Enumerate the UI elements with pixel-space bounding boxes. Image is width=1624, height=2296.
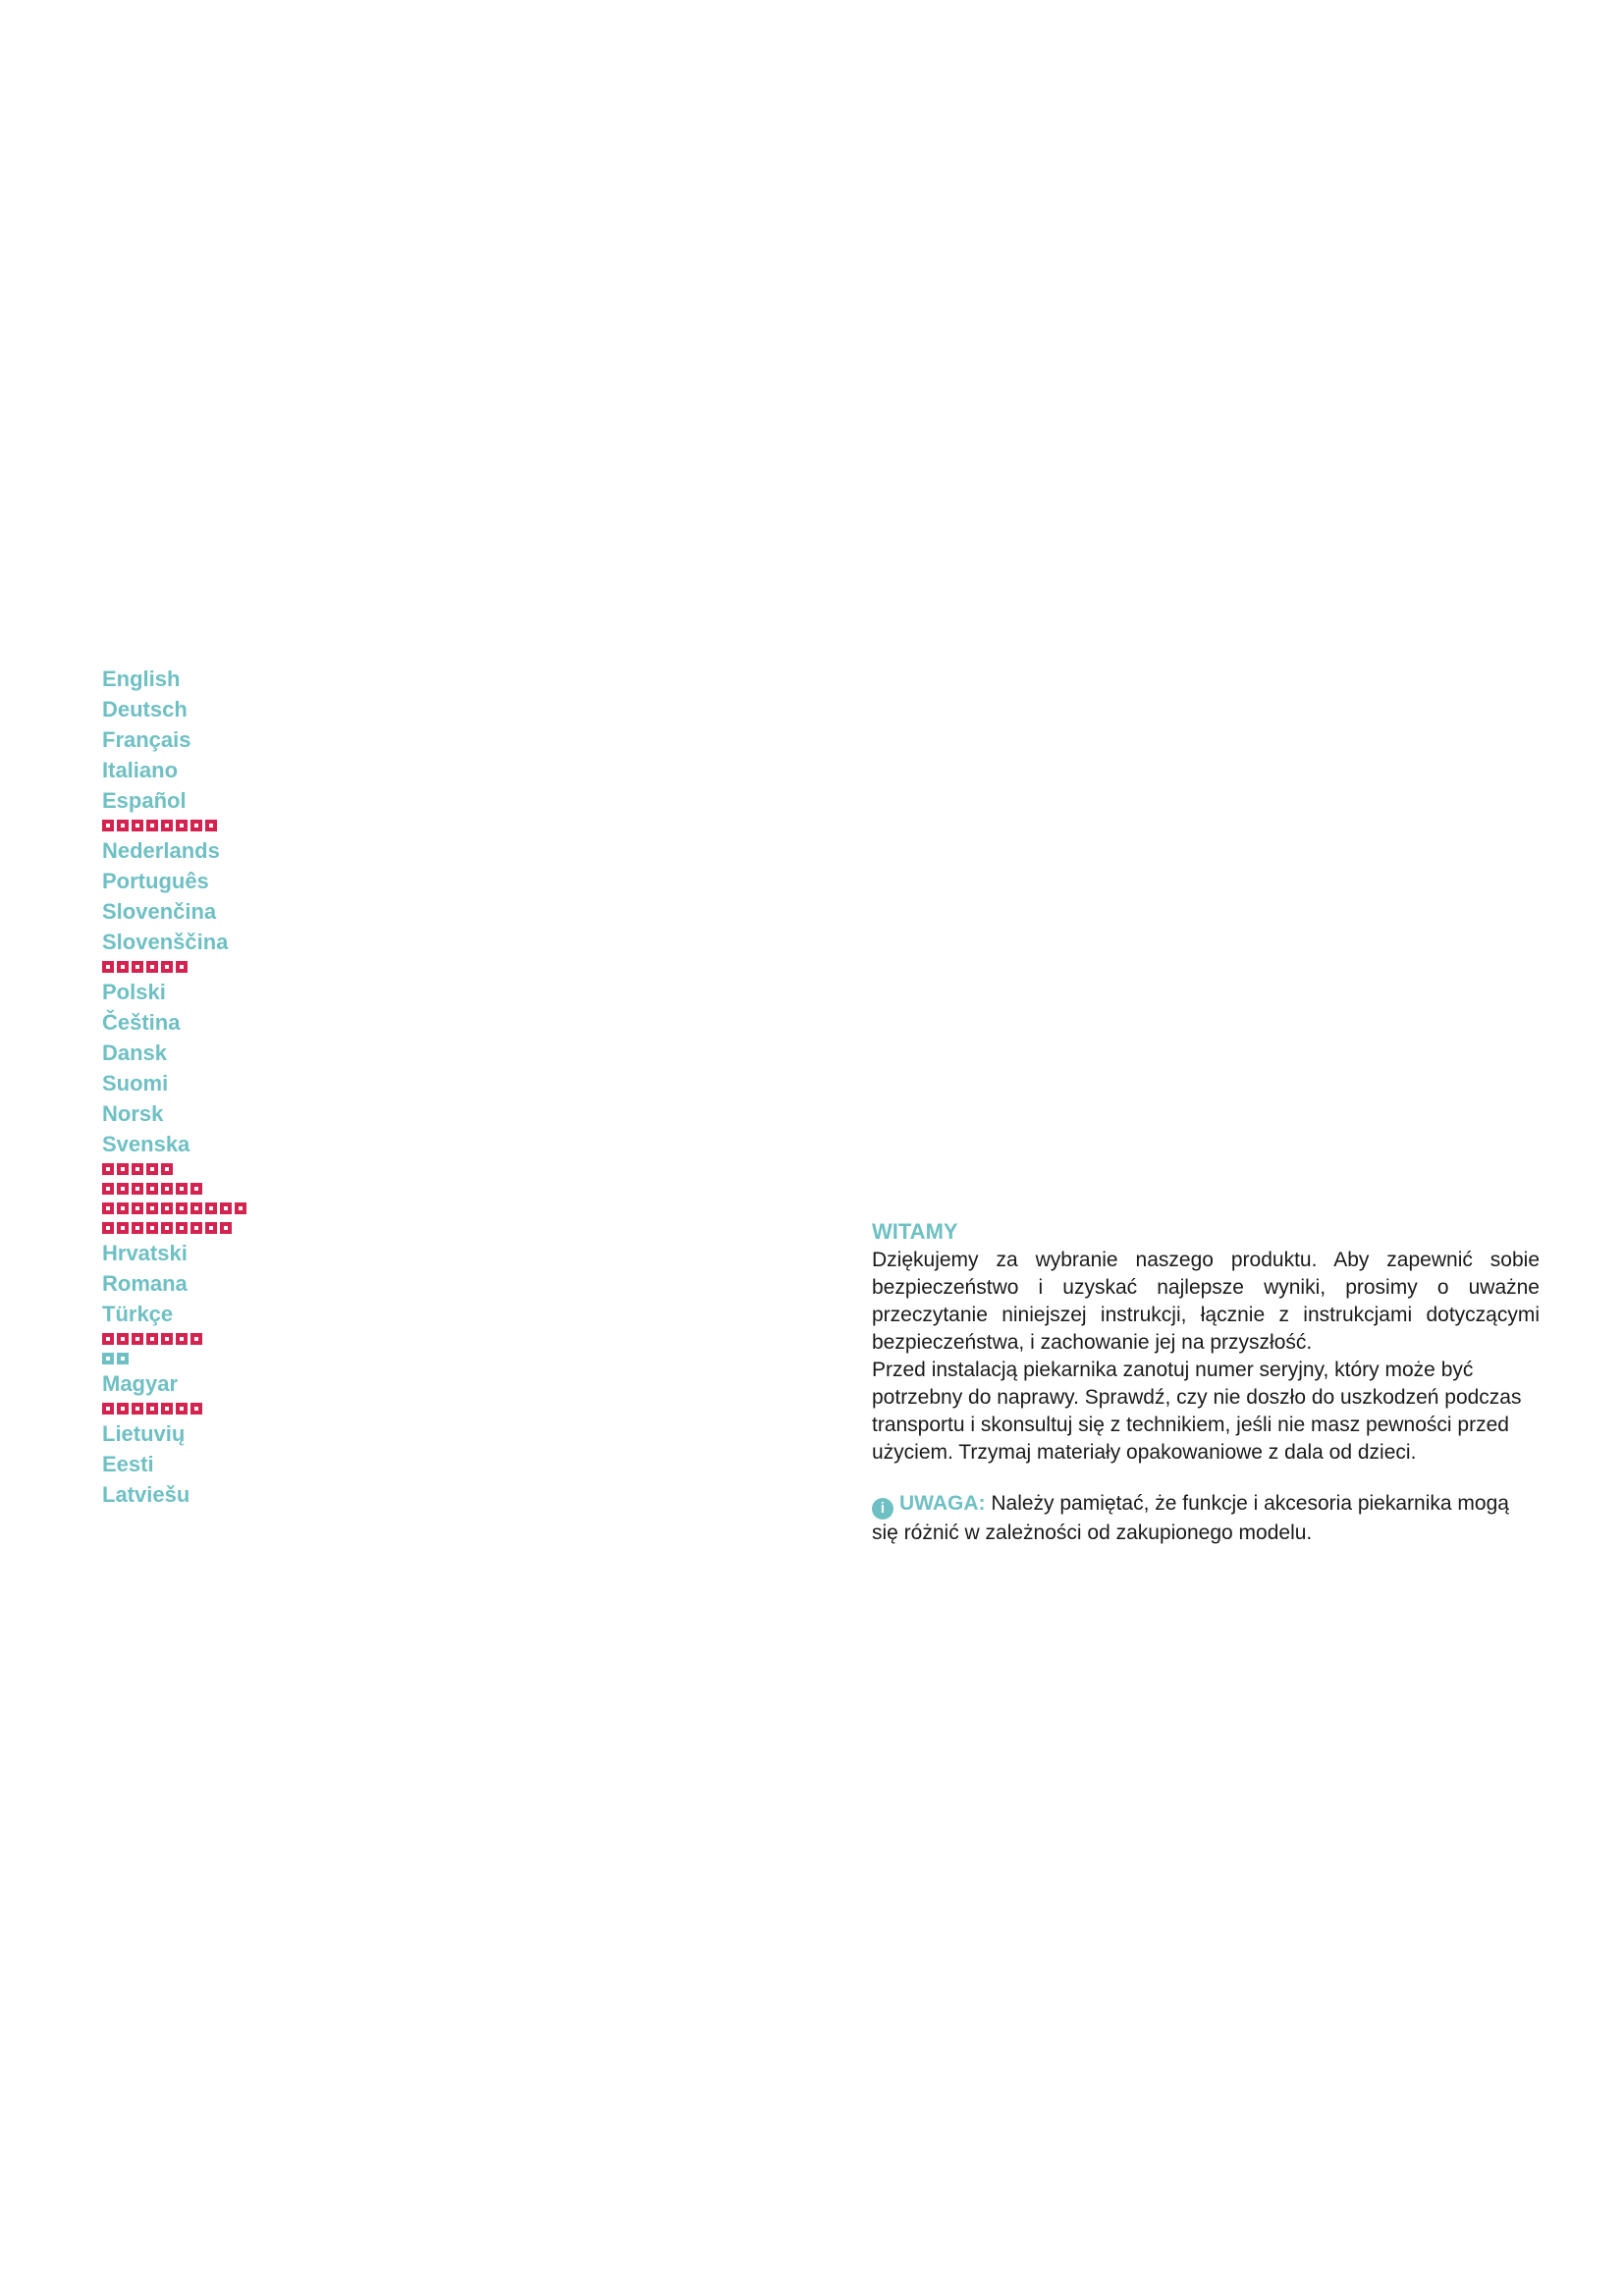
missing-glyph-icon: [102, 1202, 114, 1214]
language-item: Lietuvių: [102, 1421, 186, 1446]
missing-glyph-icon: [132, 1183, 143, 1195]
missing-glyph-icon: [161, 1403, 173, 1415]
missing-glyph-icon: [117, 1163, 129, 1175]
missing-glyph-icon: [146, 1403, 158, 1415]
missing-glyph-icon: [102, 1222, 114, 1234]
missing-glyph-icon: [117, 1403, 129, 1415]
missing-glyph-icon: [132, 1163, 143, 1175]
missing-glyph-icon: [146, 820, 158, 831]
missing-glyph-icon: [146, 1202, 158, 1214]
language-item-nonlatin: [102, 1199, 249, 1218]
welcome-paragraph: Dziękujemy za wybranie naszego produktu. Aby zapewnić sobie bezpieczeństwo i uzyskać najlepsze wyniki, prosimy o uważne przeczytanie niniejszej instrukcji, łącznie z instrukcjami dotyczącymi bezpieczeństwa, i zachowanie jej na przyszłość.: [872, 1249, 1540, 1354]
language-item: Français: [102, 727, 191, 752]
missing-glyph-icon: [161, 820, 173, 831]
welcome-heading: WITAMY: [872, 1219, 958, 1244]
language-item: Polski: [102, 980, 166, 1004]
language-item: Čeština: [102, 1010, 181, 1035]
language-item-nonlatin: [102, 816, 249, 835]
missing-glyph-icon: [205, 820, 217, 831]
installation-paragraph: Przed instalacją piekarnika zanotuj numer seryjny, który może być potrzebny do naprawy. Sprawdź, czy nie doszło do uszkodzeń podczas transportu i skonsultuj się z technikiem, jeśli nie masz pewności przed użyciem. Trzymaj materiały opakowaniowe z dala od dzieci.: [872, 1359, 1522, 1464]
missing-glyph-icon: [117, 1353, 129, 1364]
language-item: Latviešu: [102, 1482, 190, 1507]
missing-glyph-icon: [146, 1333, 158, 1345]
missing-glyph-icon: [190, 1183, 202, 1195]
language-item-nonlatin: [102, 1218, 249, 1238]
note-text: Należy pamiętać, że funkcje i akcesoria piekarnika mogą się różnić w zależności od zakupionego modelu.: [872, 1492, 1509, 1544]
missing-glyph-icon: [161, 1202, 173, 1214]
language-item: Türkçe: [102, 1302, 174, 1326]
language-item: Hrvatski: [102, 1241, 188, 1265]
missing-glyph-icon: [176, 820, 188, 831]
language-item-nonlatin: [102, 957, 249, 977]
missing-glyph-icon: [161, 1333, 173, 1345]
missing-glyph-icon: [176, 1202, 188, 1214]
missing-glyph-icon: [117, 1333, 129, 1345]
language-item-nonlatin: [102, 1349, 249, 1368]
missing-glyph-icon: [146, 961, 158, 973]
language-item-nonlatin: [102, 1399, 249, 1418]
missing-glyph-icon: [161, 1222, 173, 1234]
language-item: Romana: [102, 1271, 188, 1296]
missing-glyph-icon: [132, 961, 143, 973]
language-item: Deutsch: [102, 697, 188, 721]
missing-glyph-icon: [102, 1333, 114, 1345]
language-item: Nederlands: [102, 838, 220, 863]
language-item: Slovenčina: [102, 899, 217, 924]
missing-glyph-icon: [220, 1222, 232, 1234]
missing-glyph-icon: [102, 1403, 114, 1415]
language-item: Norsk: [102, 1101, 164, 1126]
language-item: Español: [102, 788, 187, 813]
welcome-section: [872, 1217, 1540, 1547]
info-icon: i: [872, 1498, 893, 1520]
missing-glyph-icon: [102, 820, 114, 831]
missing-glyph-icon: [132, 820, 143, 831]
note-block: [872, 1490, 1540, 1547]
missing-glyph-icon: [176, 1183, 188, 1195]
language-item: English: [102, 667, 181, 691]
missing-glyph-icon: [132, 1403, 143, 1415]
missing-glyph-icon: [102, 1183, 114, 1195]
missing-glyph-icon: [205, 1202, 217, 1214]
missing-glyph-icon: [117, 820, 129, 831]
language-item: Magyar: [102, 1371, 179, 1396]
missing-glyph-icon: [117, 1202, 129, 1214]
language-item: Eesti: [102, 1452, 154, 1476]
missing-glyph-icon: [190, 1403, 202, 1415]
missing-glyph-icon: [132, 1202, 143, 1214]
missing-glyph-icon: [176, 961, 188, 973]
missing-glyph-icon: [190, 1333, 202, 1345]
language-item: Português: [102, 869, 209, 893]
language-item-nonlatin: [102, 1329, 249, 1349]
note-label: UWAGA:: [899, 1492, 986, 1515]
missing-glyph-icon: [146, 1163, 158, 1175]
missing-glyph-icon: [117, 961, 129, 973]
missing-glyph-icon: [102, 1353, 114, 1364]
missing-glyph-icon: [190, 820, 202, 831]
language-item: Dansk: [102, 1041, 168, 1065]
missing-glyph-icon: [190, 1202, 202, 1214]
language-item: Suomi: [102, 1071, 169, 1095]
missing-glyph-icon: [102, 961, 114, 973]
missing-glyph-icon: [132, 1222, 143, 1234]
missing-glyph-icon: [102, 1163, 114, 1175]
missing-glyph-icon: [161, 1163, 173, 1175]
missing-glyph-icon: [190, 1222, 202, 1234]
missing-glyph-icon: [161, 1183, 173, 1195]
language-item: Italiano: [102, 758, 179, 782]
missing-glyph-icon: [117, 1183, 129, 1195]
language-item: Slovenščina: [102, 930, 229, 954]
missing-glyph-icon: [146, 1183, 158, 1195]
missing-glyph-icon: [117, 1222, 129, 1234]
missing-glyph-icon: [161, 961, 173, 973]
missing-glyph-icon: [220, 1202, 232, 1214]
missing-glyph-icon: [176, 1403, 188, 1415]
language-item-nonlatin: [102, 1159, 249, 1179]
missing-glyph-icon: [235, 1202, 246, 1214]
missing-glyph-icon: [205, 1222, 217, 1234]
language-item: Svenska: [102, 1132, 190, 1156]
missing-glyph-icon: [132, 1333, 143, 1345]
missing-glyph-icon: [146, 1222, 158, 1234]
language-list: [102, 664, 249, 1510]
missing-glyph-icon: [176, 1333, 188, 1345]
missing-glyph-icon: [176, 1222, 188, 1234]
language-item-nonlatin: [102, 1179, 249, 1199]
